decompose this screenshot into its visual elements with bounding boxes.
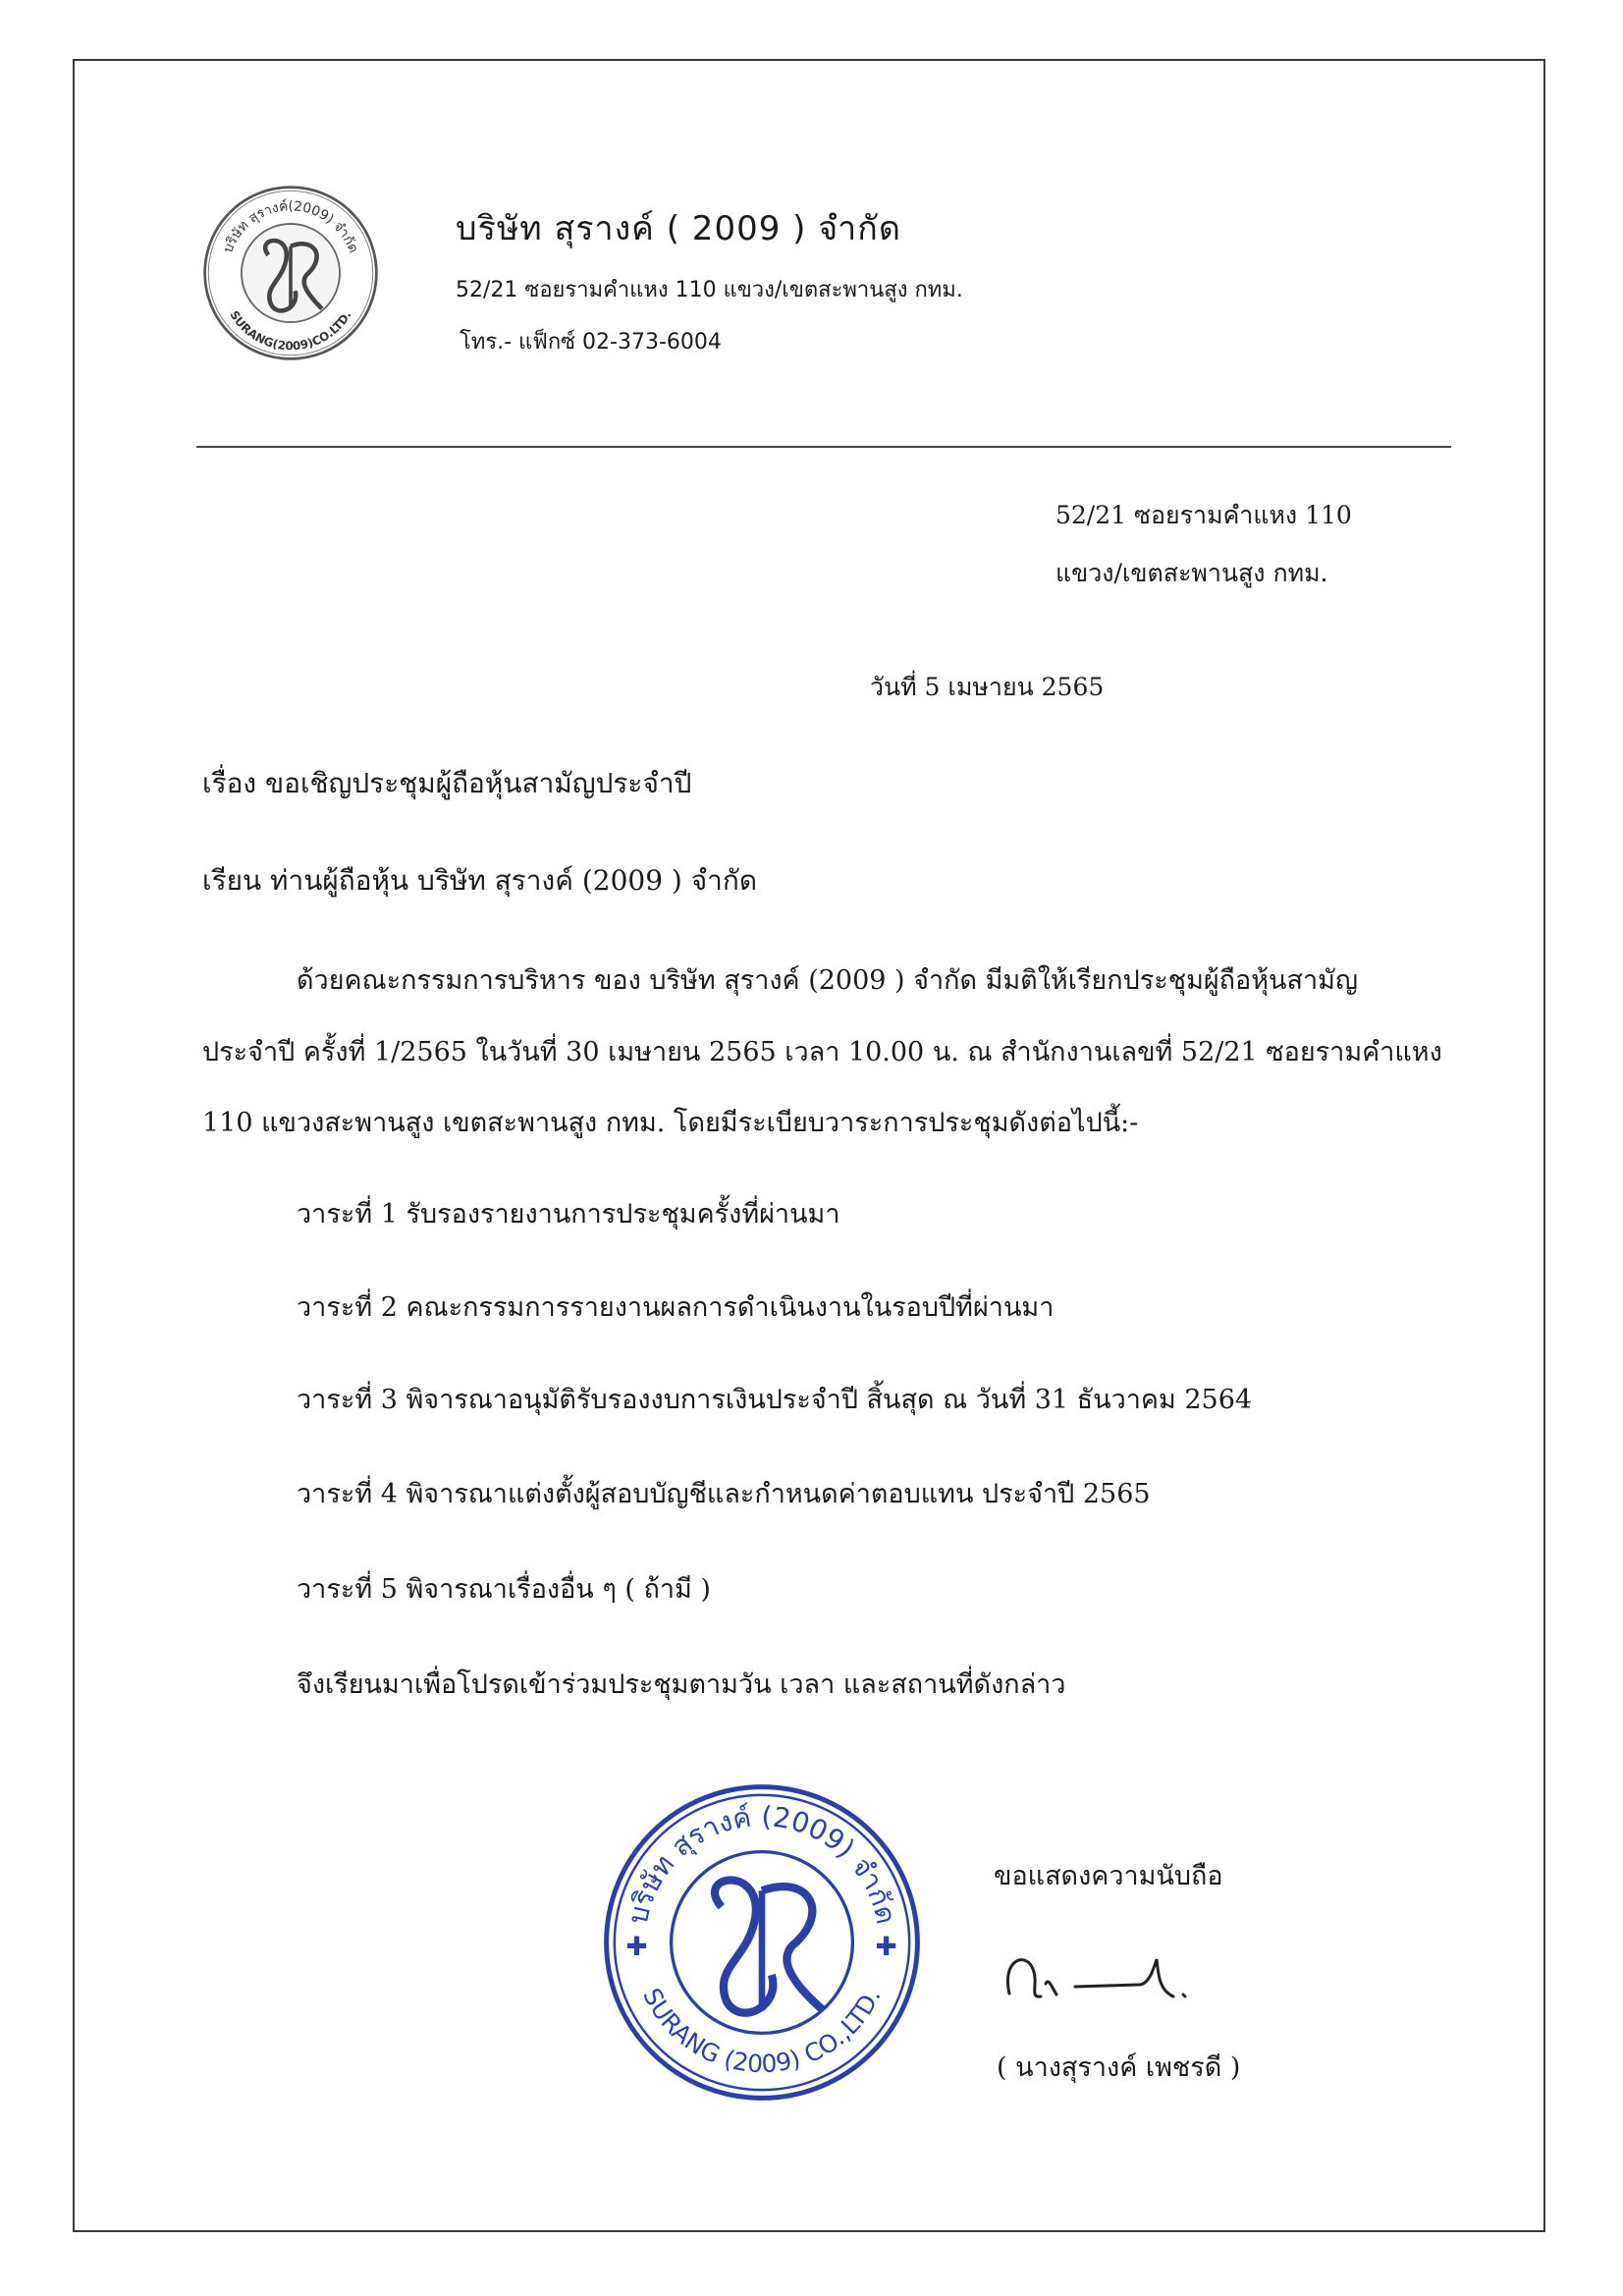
svg-text:บริษัท สุรางค์ (2009) จำกัด: บริษัท สุรางค์ (2009) จำกัด <box>621 1800 903 1928</box>
letter-date: วันที่ 5 เมษายน 2565 <box>870 673 1105 701</box>
sender-address-line2: แขวง/เขตสะพานสูง กทม. <box>1055 559 1328 587</box>
company-stamp <box>600 1780 924 2105</box>
sender-address-line1: 52/21 ซอยรามคำแหง 110 <box>1055 501 1352 529</box>
body-line-3: 110 แขวงสะพานสูง เขตสะพานสูง กทม. โดยมีระเบียบวาระการประชุมดังต่อไปนี้:- <box>202 1108 1139 1138</box>
agenda-item-2: วาระที่ 2 คณะกรรมการรายงานผลการดำเนินงานในรอบปีที่ผ่านมา <box>297 1292 1055 1323</box>
company-logo <box>201 184 380 362</box>
agenda-item-5: วาระที่ 5 พิจารณาเรื่องอื่น ๆ ( ถ้ามี ) <box>297 1574 711 1605</box>
closing-line: จึงเรียนมาเพื่อโปรดเข้าร่วมประชุมตามวัน เวลา และสถานที่ดังกล่าว <box>297 1669 1066 1700</box>
regards-text: ขอแสดงความนับถือ <box>994 1861 1223 1891</box>
body-line-2: ประจำปี ครั้งที่ 1/2565 ในวันที่ 30 เมษายน 2565 เวลา 10.00 น. ณ สำนักงานเลขที่ 52/21 ซอยรามคำแหง <box>202 1037 1442 1067</box>
agenda-item-1: วาระที่ 1 รับรองรายงานการประชุมครั้งที่ผ่านมา <box>297 1199 840 1230</box>
svg-text:SURANG (2009) CO.,LTD.: SURANG (2009) CO.,LTD. <box>637 1983 887 2079</box>
letter-subject: เรื่อง ขอเชิญประชุมผู้ถือหุ้นสามัญประจำปี <box>202 767 692 799</box>
company-name: บริษัท สุรางค์ ( 2009 ) จำกัด <box>456 209 901 248</box>
handwritten-signature <box>992 1940 1257 2008</box>
company-phone: โทร.- แฟ็กซ์ 02-373-6004 <box>460 330 722 355</box>
letter-recipient: เรียน ท่านผู้ถือหุ้น บริษัท สุรางค์ (2009 ) จำกัด <box>202 864 758 897</box>
signer-name: ( นางสุรางค์ เพชรดี ) <box>997 2052 1241 2083</box>
company-address: 52/21 ซอยรามคำแหง 110 แขวง/เขตสะพานสูง กทม. <box>456 278 963 302</box>
agenda-item-4: วาระที่ 4 พิจารณาแต่งตั้งผู้สอบบัญชีและกำหนดค่าตอบแทน ประจำปี 2565 <box>297 1479 1151 1509</box>
header-divider <box>196 446 1451 448</box>
svg-text:✚: ✚ <box>875 1932 897 1963</box>
body-line-1: ด้วยคณะกรรมการบริหาร ของ บริษัท สุรางค์ (2009 ) จำกัด มีมติให้เรียกประชุมผู้ถือหุ้นสามัญ <box>297 965 1358 996</box>
svg-text:✚: ✚ <box>625 1932 648 1963</box>
svg-text:SURANG(2009)CO.LTD.: SURANG(2009)CO.LTD. <box>227 307 354 354</box>
agenda-item-3: วาระที่ 3 พิจารณาอนุมัติรับรองงบการเงินประจำปี สิ้นสุด ณ วันที่ 31 ธันวาคม 2564 <box>297 1385 1253 1415</box>
svg-text:บริษัท สุรางค์(2009) จำกัด: บริษัท สุรางค์(2009) จำกัด <box>220 198 361 255</box>
